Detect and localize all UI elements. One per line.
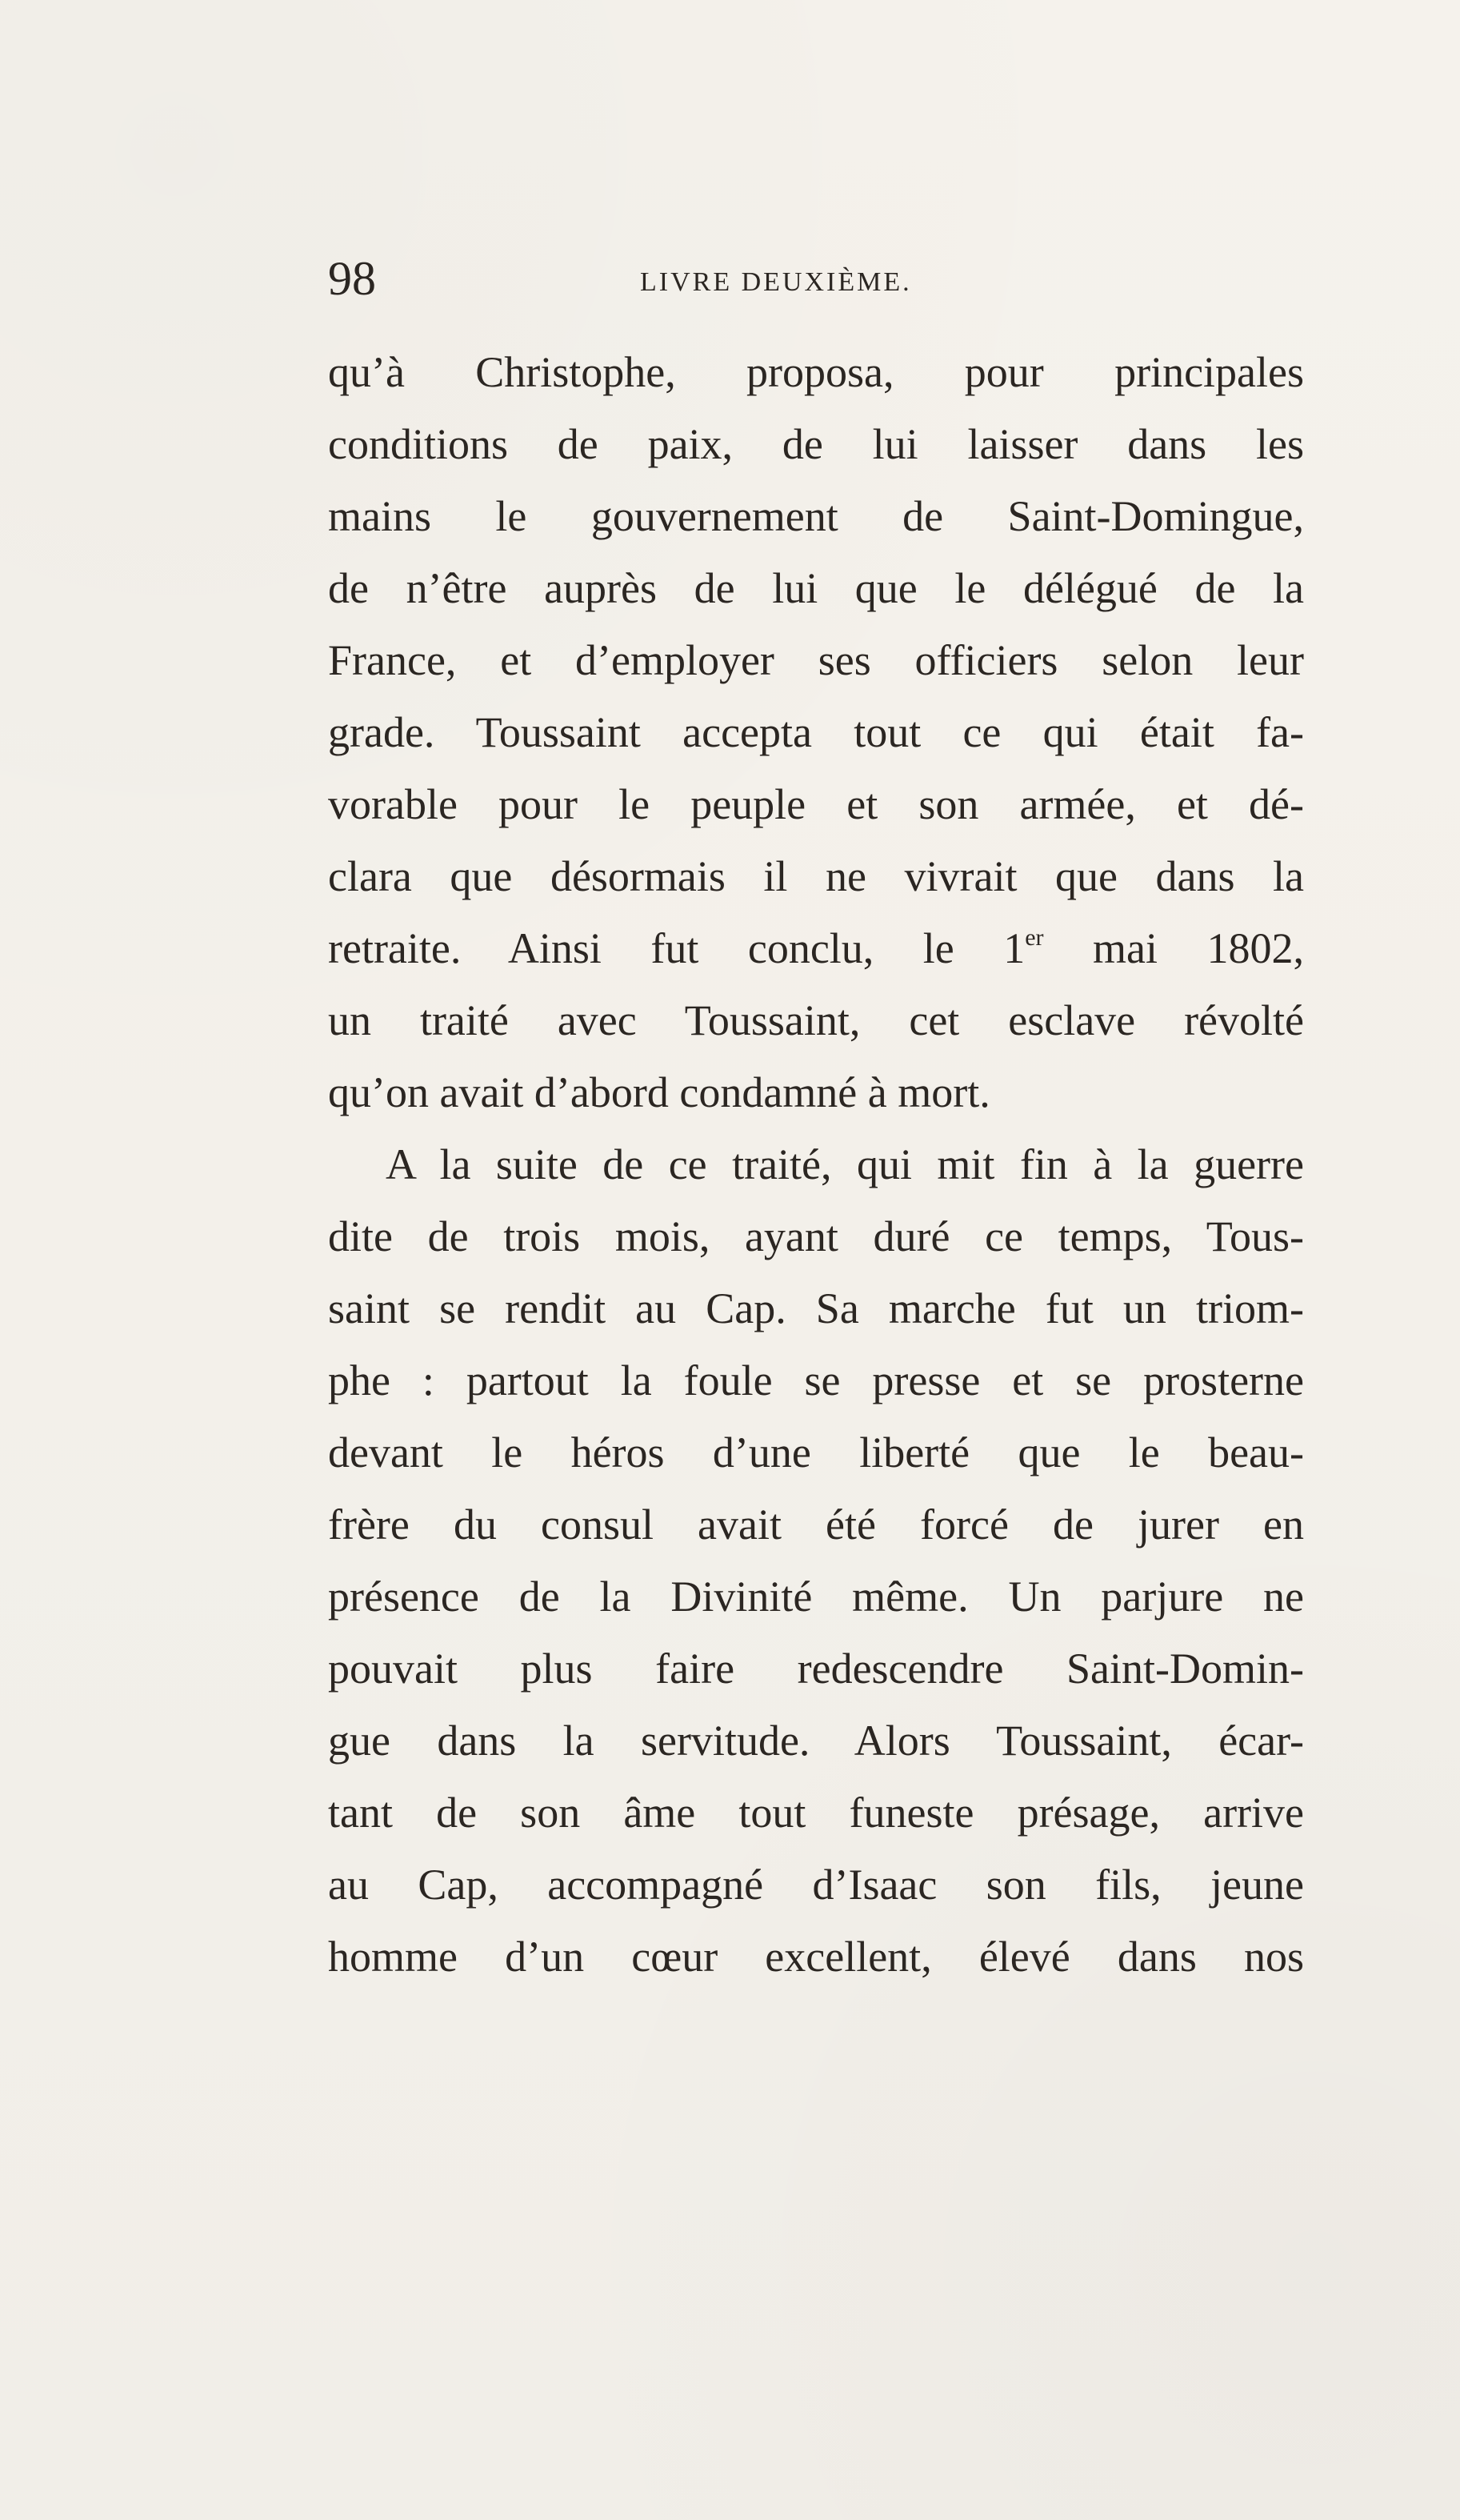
text-line: frère du consul avait été forcé de jurer en — [328, 1500, 1304, 1548]
text-line: dite de trois mois, ayant duré ce temps, Tous- — [328, 1212, 1304, 1260]
text-line: France, et d’employer ses officiers selon leur — [328, 636, 1304, 684]
text-line: saint se rendit au Cap. Sa marche fut un triom- — [328, 1284, 1304, 1332]
text-line: homme d’un cœur excellent, élevé dans nos — [328, 1933, 1304, 1981]
text-line: phe : partout la foule se presse et se prosterne — [328, 1356, 1304, 1404]
page-number: 98 — [328, 252, 376, 305]
running-title: LIVRE DEUXIÈME. — [640, 267, 912, 297]
text-fragment: mai 1802, — [1043, 924, 1304, 972]
text-line: grade. Toussaint accepta tout ce qui était fa- — [328, 708, 1304, 756]
body-text — [328, 336, 1304, 1993]
text-line-with-date — [328, 912, 1304, 984]
page-header — [328, 254, 1304, 327]
text-line: au Cap, accompagné d’Isaac son fils, jeune — [328, 1861, 1304, 1909]
text-line: mains le gouvernement de Saint-Domingue, — [328, 492, 1304, 540]
text-fragment: retraite. Ainsi fut conclu, le 1 — [328, 924, 1026, 972]
ordinal-superscript: er — [1025, 924, 1044, 951]
paragraph-end-line: qu’on avait d’abord condamné à mort. — [328, 1068, 990, 1116]
text-line: pouvait plus faire redescendre Saint-Domin- — [328, 1645, 1304, 1693]
paragraph-start-line: A la suite de ce traité, qui mit fin à la guerre — [386, 1140, 1304, 1188]
text-line: gue dans la servitude. Alors Toussaint, écar- — [328, 1717, 1304, 1765]
text-line: un traité avec Toussaint, cet esclave révolté — [328, 996, 1304, 1044]
text-line: devant le héros d’une liberté que le beau- — [328, 1428, 1304, 1476]
text-line: clara que désormais il ne vivrait que dans la — [328, 852, 1304, 900]
text-line: de n’être auprès de lui que le délégué de la — [328, 564, 1304, 612]
text-line: tant de son âme tout funeste présage, arrive — [328, 1789, 1304, 1837]
text-line: conditions de paix, de lui laisser dans les — [328, 420, 1304, 468]
text-line: présence de la Divinité même. Un parjure ne — [328, 1572, 1304, 1621]
text-line: vorable pour le peuple et son armée, et dé- — [328, 780, 1304, 828]
text-line: qu’à Christophe, proposa, pour principales — [328, 348, 1304, 396]
